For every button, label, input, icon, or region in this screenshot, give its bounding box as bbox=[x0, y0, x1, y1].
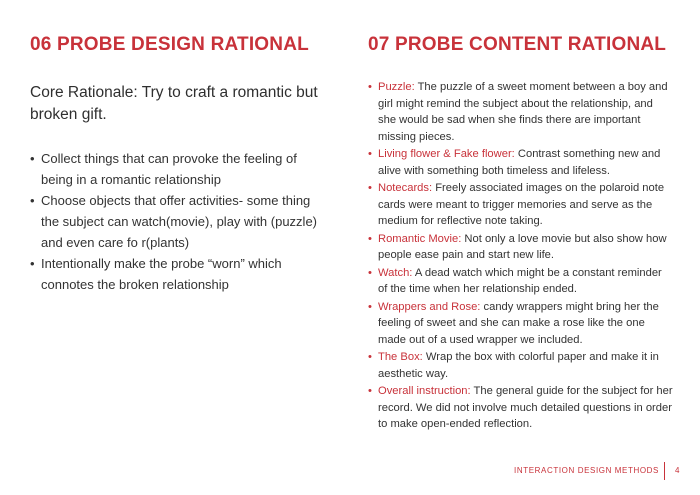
content-rationale-section bbox=[368, 79, 673, 434]
content-term: Wrappers and Rose: bbox=[378, 300, 481, 313]
content-term: Puzzle: bbox=[378, 81, 415, 93]
content-description: Freely associated images on the polaroid note cards were meant to trigger memories and serve as the medium for reflective note taking. bbox=[378, 182, 665, 227]
content-item-box bbox=[368, 349, 673, 382]
content-description: Not only a love movie but also show how people ease pain and start new life. bbox=[378, 232, 667, 261]
content-term: Overall instruction: bbox=[378, 385, 471, 397]
content-item-wrappers-rose bbox=[368, 299, 673, 349]
content-description: A dead watch which might be a constant reminder of the time when her relationship ended. bbox=[378, 266, 662, 295]
content-term: Watch: bbox=[378, 266, 413, 279]
content-item-notecards bbox=[368, 180, 673, 230]
core-rationale-text: Core Rationale: Try to craft a romantic but broken gift. bbox=[30, 84, 318, 123]
content-item-flowers bbox=[368, 146, 673, 179]
probe-design-heading: 06 PROBE DESIGN RATIONAL bbox=[30, 34, 309, 55]
design-rationale-section bbox=[30, 82, 330, 295]
content-term: Romantic Movie: bbox=[378, 232, 462, 245]
design-bullet: • Collect things that can provoke the feeling of being in a romantic relationship bbox=[30, 148, 330, 190]
content-description: The puzzle of a sweet moment between a boy and girl might remind the subject about the relationship, and she would be sad when she finds there are important missing pieces. bbox=[378, 81, 668, 143]
page-number: 4 bbox=[675, 466, 680, 475]
design-bullet: • Choose objects that offer activities- some thing the subject can watch(movie), play with (puzzle) and even care fo r(plants) bbox=[30, 190, 330, 253]
content-description: Wrap the box with colorful paper and make it in aesthetic way. bbox=[378, 351, 659, 380]
content-term: Notecards: bbox=[378, 182, 433, 194]
footer-divider bbox=[664, 462, 665, 480]
content-item-overall-instruction bbox=[368, 383, 673, 433]
content-item-puzzle bbox=[368, 79, 673, 145]
content-rationale-list bbox=[368, 79, 673, 433]
content-description: The general guide for the subject for her record. We did not involve much detailed questions in order to make open-ended reflection. bbox=[378, 385, 673, 430]
content-item-watch bbox=[368, 265, 673, 298]
content-description: candy wrappers might bring her the feeling of sweet and she can make a rose like the one made out of a used wrapper we included. bbox=[378, 300, 659, 346]
page-footer bbox=[0, 462, 700, 480]
design-bullet: • Intentionally make the probe “worn” which connotes the broken relationship bbox=[30, 253, 330, 295]
probe-content-heading: 07 PROBE CONTENT RATIONAL bbox=[368, 34, 667, 55]
footer-label: INTERACTION DESIGN METHODS bbox=[514, 466, 659, 475]
content-description: Contrast something new and alive with something both timeless and lifeless. bbox=[378, 148, 661, 177]
content-term: The Box: bbox=[378, 351, 423, 363]
content-term: Living flower & Fake flower: bbox=[378, 148, 515, 160]
design-rationale-list bbox=[30, 148, 330, 295]
content-item-romantic-movie bbox=[368, 231, 673, 264]
